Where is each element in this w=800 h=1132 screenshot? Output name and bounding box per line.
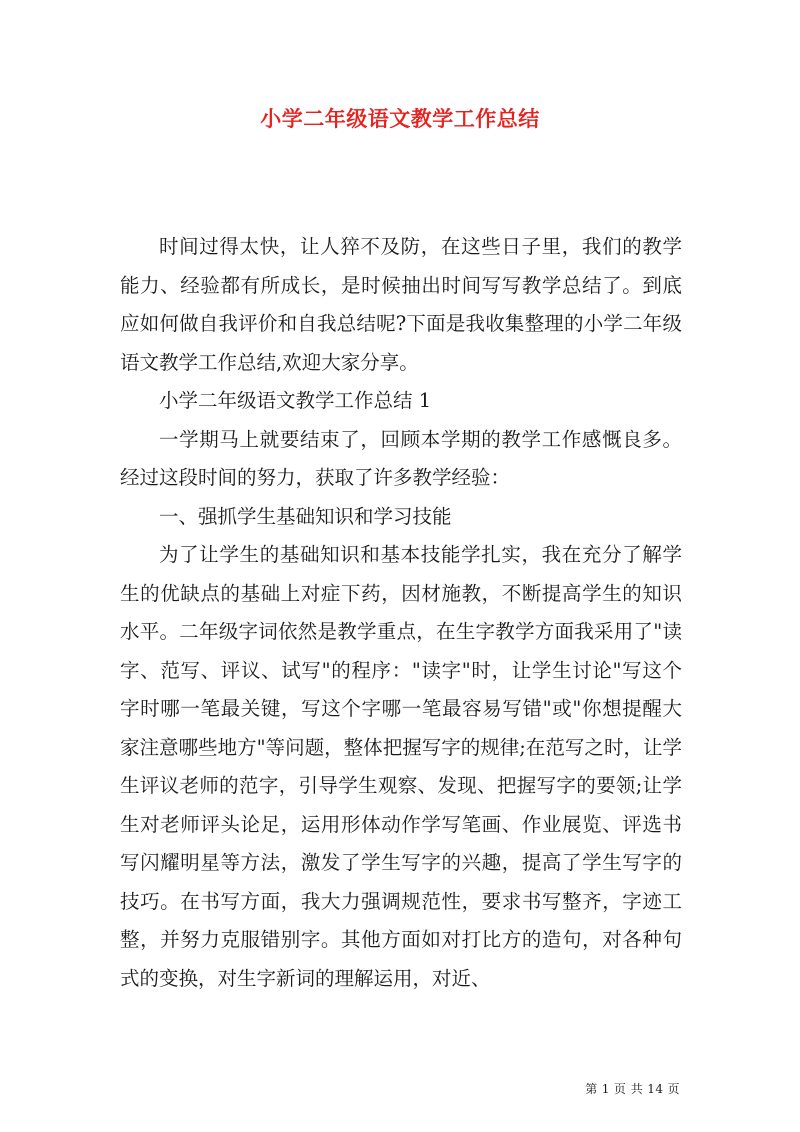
document-body bbox=[120, 228, 682, 998]
page-footer bbox=[540, 1080, 682, 1097]
intro-paragraph: 时间过得太快，让人猝不及防，在这些日子里，我们的教学能力、经验都有所成长，是时候抽出时间写写教学总结了。到底应如何做自我评价和自我总结呢?下面是我收集整理的小学二年级语文教学工作总结,欢迎大家分享。 bbox=[120, 235, 682, 374]
page-label-mid: 页 共 bbox=[613, 1082, 644, 1096]
total-pages-number: 14 bbox=[647, 1082, 664, 1096]
subsection-heading: 一、强抓学生基础知识和学习技能 bbox=[159, 504, 452, 528]
section-heading: 小学二年级语文教学工作总结 1 bbox=[159, 389, 432, 412]
body-paragraph: 一学期马上就要结束了，回顾本学期的教学工作感慨良多。经过这段时间的努力，获取了许多教学经验： bbox=[120, 427, 682, 489]
page-label-suffix: 页 bbox=[667, 1082, 680, 1096]
document-title: 小学二年级语文教学工作总结 bbox=[260, 106, 540, 131]
body-paragraph: 为了让学生的基础知识和基本技能学扎实，我在充分了解学生的优缺点的基础上对症下药，因材施教，不断提高学生的知识水平。二年级字词依然是教学重点，在生字教学方面我采用了"读字、范写、评议、试写"的程序："读字"时，让学生讨论"写这个字时哪一笔最关键，写这个字哪一笔最容易写错"或"你想提醒大家注意哪些地方"等问题，整体把握写字的规律;在范写之时，让学生评议老师的范字，引导学生观察、发现、把握写字的要领;让学生对老师评头论足，运用形体动作学写笔画、作业展览、评选书写闪耀明星等方法，激发了学生写字的兴趣，提高了学生写字的技巧。在书写方面，我大力强调规范性，要求书写整齐，字迹工整，并努力克服错别字。其他方面如对打比方的造句，对各种句式的变换，对生字新词的理解运用，对近、 bbox=[120, 543, 682, 990]
current-page-number: 1 bbox=[601, 1082, 610, 1096]
page-label-prefix: 第 bbox=[585, 1082, 598, 1096]
